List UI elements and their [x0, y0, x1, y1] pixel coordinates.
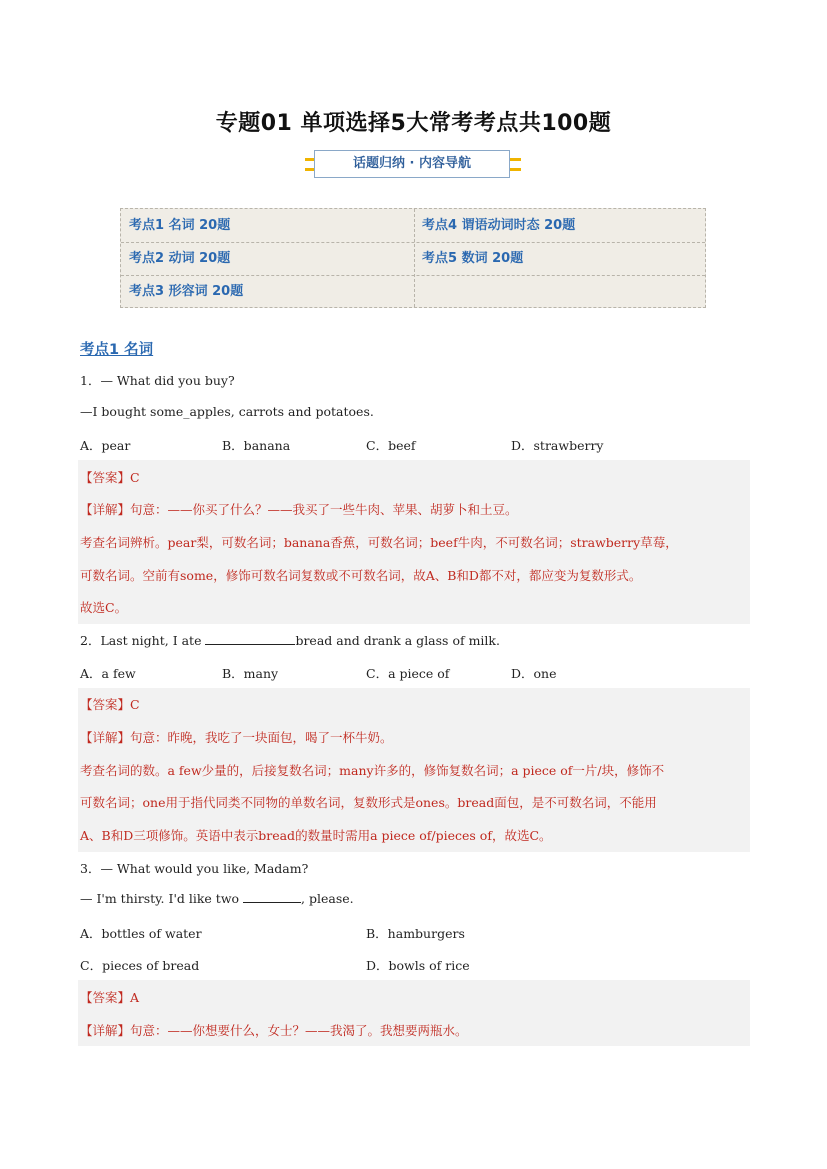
- q3-option-d: D．bowls of rice: [366, 958, 470, 973]
- q2-option-d: D．one: [511, 666, 557, 681]
- q3-detail-line: 【详解】句意：——你想要什么，女士？——我渴了。我想要两瓶水。: [80, 1023, 468, 1038]
- toc-item[interactable]: 考点5 数词 20题: [422, 251, 524, 266]
- q3-stem-line2: — I'm thirsty. I'd like two , please.: [80, 891, 354, 906]
- q2-option-a: A．a few: [80, 666, 136, 681]
- nav-badge: [305, 148, 521, 182]
- q1-answer: 【答案】C: [80, 470, 140, 485]
- q3-option-c: C．pieces of bread: [80, 958, 200, 973]
- q1-option-b: B．banana: [222, 438, 291, 453]
- q1-stem-line1: 1．— What did you buy?: [80, 373, 235, 388]
- q2-detail-line: 可数名词；one用于指代同类不同物的单数名词，复数形式是ones。bread面包，是不可数名词，不能用: [80, 795, 657, 810]
- q2-detail-line: 【详解】句意：昨晚，我吃了一块面包，喝了一杯牛奶。: [80, 730, 393, 745]
- toc-item[interactable]: 考点3 形容词 20题: [129, 284, 244, 299]
- q1-detail-line: 故选C。: [80, 600, 128, 615]
- q1-detail-line: 【详解】句意：——你买了什么？——我买了一些牛肉、苹果、胡萝卜和土豆。: [80, 502, 518, 517]
- toc-table: [120, 208, 706, 308]
- q2-stem: 2．Last night, I ate bread and drank a glass of milk.: [80, 633, 500, 648]
- q2-blank: [205, 644, 295, 645]
- q2-detail-line: A、B和D三项修饰。英语中表示bread的数量时需用a piece of/pieces of，故选C。: [80, 828, 552, 843]
- q3-answer: 【答案】A: [80, 990, 140, 1005]
- badge-accent-right-bottom: [509, 168, 521, 171]
- q1-option-d: D．strawberry: [511, 438, 604, 453]
- q3-option-b: B．hamburgers: [366, 926, 465, 941]
- q2-option-c: C．a piece of: [366, 666, 450, 681]
- q1-option-c: C．beef: [366, 438, 416, 453]
- q3-stem-line1: 3．— What would you like, Madam?: [80, 861, 309, 876]
- q1-detail-line: 考查名词辨析。pear梨，可数名词；banana香蕉，可数名词；beef牛肉，不可数名词；strawberry草莓，: [80, 535, 678, 550]
- q3-option-a: A．bottles of water: [80, 926, 202, 941]
- page-title: 专题01 单项选择5大常考考点共100题: [215, 111, 612, 136]
- q1-option-a: A．pear: [80, 438, 131, 453]
- toc-item[interactable]: 考点2 动词 20题: [129, 251, 231, 266]
- badge-accent-right-top: [509, 158, 521, 161]
- q2-answer: 【答案】C: [80, 697, 140, 712]
- toc-item[interactable]: 考点4 谓语动词时态 20题: [422, 218, 576, 233]
- section-title: 考点1 名词: [80, 342, 154, 358]
- q1-detail-line: 可数名词。空前有some，修饰可数名词复数或不可数名词，故A、B和D都不对，都应变为复数形式。: [80, 568, 642, 583]
- q1-stem-line2: —I bought some_apples, carrots and potatoes.: [80, 404, 374, 419]
- q2-option-b: B．many: [222, 666, 279, 681]
- toc-item[interactable]: 考点1 名词 20题: [129, 218, 231, 233]
- q3-blank: [243, 902, 301, 903]
- nav-badge-label: 话题归纳 · 内容导航: [314, 150, 510, 178]
- q2-detail-line: 考查名词的数。a few少量的，后接复数名词；many许多的，修饰复数名词；a piece of一片/块，修饰不: [80, 763, 665, 778]
